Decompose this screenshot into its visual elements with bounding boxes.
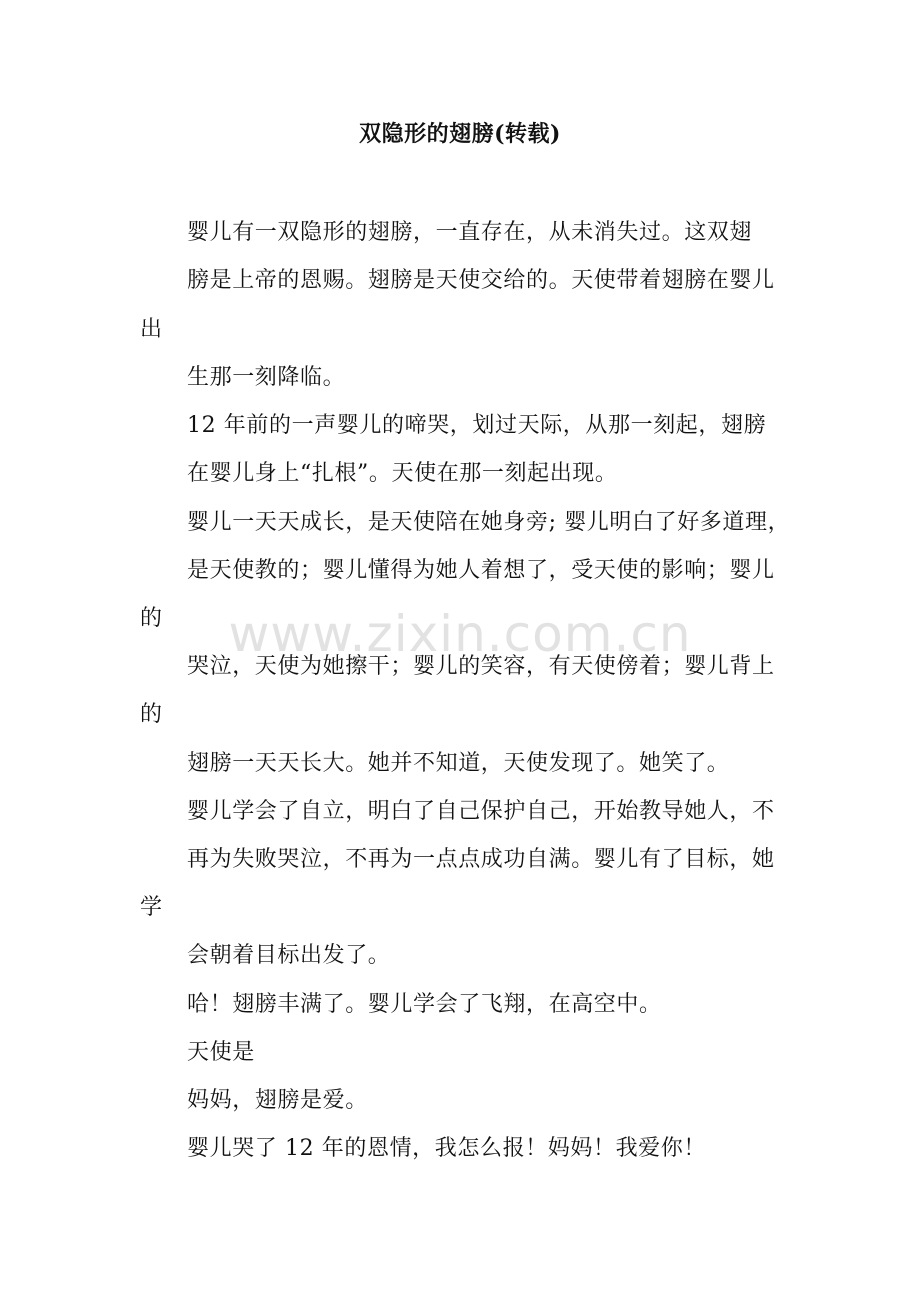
- paragraph-line: 在婴儿身上“扎根”。天使在那一刻起出现。: [187, 461, 618, 486]
- page-title: 双隐形的翅膀(转载): [359, 121, 561, 147]
- paragraph-line: 婴儿哭了 12 年的恩情，我怎么报！妈妈！我爱你！: [187, 1136, 706, 1161]
- paragraph-line: 哈！翅膀丰满了。婴儿学会了飞翔，在高空中。: [187, 992, 662, 1017]
- paragraph-line: 膀是上帝的恩赐。翅膀是天使交给的。天使带着翅膀在婴儿: [187, 268, 775, 293]
- paragraph-line: 婴儿一天天成长，是天使陪在她身旁; 婴儿明白了好多道理，: [187, 510, 791, 535]
- paragraph-line: 妈妈，翅膀是爱。: [187, 1088, 368, 1113]
- paragraph-line: 再为失败哭泣，不再为一点点成功自满。婴儿有了目标，她: [187, 847, 775, 872]
- paragraph-line: 的: [140, 606, 163, 631]
- paragraph-line: 12 年前的一声婴儿的啼哭，划过天际，从那一刻起，翅膀: [187, 413, 767, 438]
- paragraph-line: 翅膀一天天长大。她并不知道，天使发现了。她笑了。: [187, 751, 730, 776]
- paragraph-line: 是天使教的；婴儿懂得为她人着想了，受天使的影响；婴儿: [187, 558, 775, 583]
- paragraph-line: 婴儿学会了自立，明白了自己保护自己，开始教导她人，不: [187, 799, 775, 824]
- paragraph-line: 会朝着目标出发了。: [187, 943, 391, 968]
- paragraph-line: 的: [140, 702, 163, 727]
- watermark: www.zixin.com.cn: [228, 605, 692, 663]
- paragraph-line: 出: [140, 317, 163, 342]
- paragraph-line: 哭泣，天使为她擦干；婴儿的笑容，有天使傍着；婴儿背上: [187, 654, 775, 679]
- paragraph-line: 天使是: [187, 1040, 255, 1065]
- paragraph-line: 学: [140, 895, 163, 920]
- paragraph-line: 生那一刻降临。: [187, 365, 346, 390]
- paragraph-line: 婴儿有一双隐形的翅膀，一直存在，从未消失过。这双翅: [187, 220, 753, 245]
